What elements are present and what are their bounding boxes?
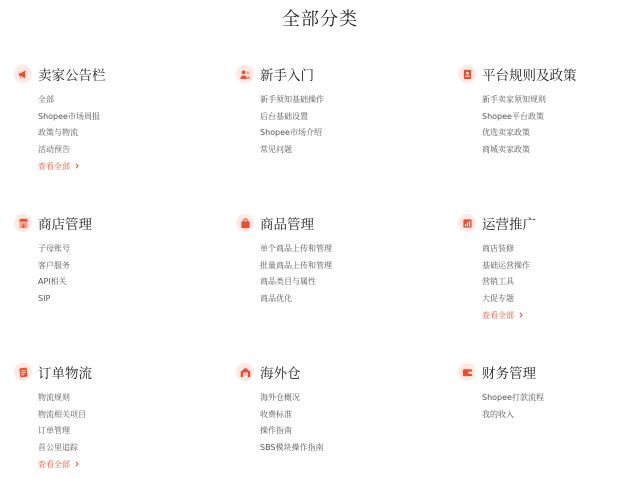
category-title[interactable]: 卖家公告栏 — [38, 68, 106, 84]
category-link[interactable]: 海外仓概况 — [260, 393, 300, 402]
category-card — [236, 213, 426, 308]
category-link[interactable]: 首公里追踪 — [38, 443, 78, 453]
category-link[interactable]: 操作指南 — [260, 426, 292, 436]
category-card — [236, 64, 426, 159]
category-title[interactable]: 新手入门 — [260, 68, 314, 84]
warehouse-icon — [236, 363, 254, 381]
category-link[interactable]: Shopee打款流程 — [482, 393, 544, 402]
order-list-icon — [14, 363, 32, 381]
category-card — [14, 362, 204, 474]
view-all-label: 查看全部 — [38, 161, 70, 171]
category-link[interactable]: 大促专题 — [482, 294, 514, 304]
view-all-label: 查看全部 — [482, 310, 514, 320]
category-link-list — [458, 390, 640, 423]
category-link[interactable]: 新手须知基础操作 — [260, 95, 324, 104]
category-header[interactable] — [458, 362, 640, 382]
category-link[interactable]: SIP — [38, 294, 51, 304]
category-header[interactable] — [236, 213, 426, 233]
category-link[interactable]: 营销工具 — [482, 277, 514, 287]
category-link[interactable]: 商城卖家政策 — [482, 145, 530, 155]
category-link[interactable]: 客户服务 — [38, 260, 70, 270]
page-title: 全部分类 — [282, 9, 358, 30]
shopping-bag-icon — [236, 214, 254, 232]
category-link[interactable]: 收费标准 — [260, 409, 292, 419]
category-link[interactable]: 活动预告 — [38, 145, 70, 155]
category-header[interactable] — [14, 213, 204, 233]
category-link[interactable]: 基础运营操作 — [482, 260, 530, 270]
category-header[interactable] — [14, 362, 204, 382]
category-link-list — [14, 241, 204, 308]
category-title[interactable]: 运营推广 — [482, 217, 536, 233]
people-icon — [236, 65, 254, 83]
view-all-link[interactable] — [38, 159, 204, 176]
category-link[interactable]: Shopee平台政策 — [482, 111, 544, 121]
category-card — [236, 362, 426, 457]
rulebook-icon — [458, 65, 476, 83]
category-link[interactable]: 子母账号 — [38, 244, 70, 253]
category-card — [458, 362, 640, 423]
category-link[interactable]: SBS模块操作指南 — [260, 443, 324, 453]
chevron-right-icon — [74, 162, 80, 171]
category-card — [458, 64, 640, 159]
category-header[interactable] — [458, 64, 640, 84]
category-title[interactable]: 商店管理 — [38, 217, 92, 233]
category-link[interactable]: API相关 — [38, 277, 67, 287]
category-header[interactable] — [236, 362, 426, 382]
category-link[interactable]: 批量商品上传和管理 — [260, 260, 332, 270]
category-link[interactable]: 后台基础设置 — [260, 111, 308, 121]
category-link[interactable]: Shopee市场介绍 — [260, 128, 322, 138]
category-card — [14, 213, 204, 308]
category-card — [14, 64, 204, 176]
category-link-list — [14, 390, 204, 474]
chevron-right-icon — [74, 460, 80, 469]
category-header[interactable] — [458, 213, 640, 233]
category-link-list — [236, 92, 426, 159]
category-title[interactable]: 订单物流 — [38, 366, 92, 382]
category-link[interactable]: 全部 — [38, 95, 54, 104]
category-link[interactable]: 商店装修 — [482, 244, 514, 253]
category-link-list — [236, 390, 426, 457]
megaphone-icon — [14, 65, 32, 83]
category-link[interactable]: 单个商品上传和管理 — [260, 244, 332, 253]
category-link[interactable]: 商品类目与属性 — [260, 277, 316, 287]
category-link[interactable]: 物流相关项目 — [38, 409, 86, 419]
category-link[interactable]: 订单管理 — [38, 426, 70, 436]
category-title[interactable]: 海外仓 — [260, 366, 301, 382]
category-link[interactable]: 新手卖家须知规则 — [482, 95, 546, 104]
view-all-label: 查看全部 — [38, 459, 70, 469]
category-card — [458, 213, 640, 325]
chevron-right-icon — [518, 311, 524, 320]
category-link[interactable]: 优选卖家政策 — [482, 128, 530, 138]
category-link[interactable]: 我的收入 — [482, 409, 514, 419]
category-link-list — [458, 241, 640, 325]
category-link-list — [458, 92, 640, 159]
category-header[interactable] — [236, 64, 426, 84]
category-link[interactable]: 商品优化 — [260, 294, 292, 304]
wallet-icon — [458, 363, 476, 381]
category-link[interactable]: 政策与物流 — [38, 128, 78, 138]
category-title[interactable]: 财务管理 — [482, 366, 536, 382]
category-link-list — [236, 241, 426, 308]
category-link[interactable]: Shopee市场周报 — [38, 111, 100, 121]
store-icon — [14, 214, 32, 232]
bar-chart-icon — [458, 214, 476, 232]
category-link-list — [14, 92, 204, 176]
category-link[interactable]: 常见问题 — [260, 145, 292, 155]
category-title[interactable]: 平台规则及政策 — [482, 68, 577, 84]
category-header[interactable] — [14, 64, 204, 84]
view-all-link[interactable] — [482, 308, 640, 325]
category-title[interactable]: 商品管理 — [260, 217, 314, 233]
view-all-link[interactable] — [38, 457, 204, 474]
category-link[interactable]: 物流规则 — [38, 393, 70, 402]
